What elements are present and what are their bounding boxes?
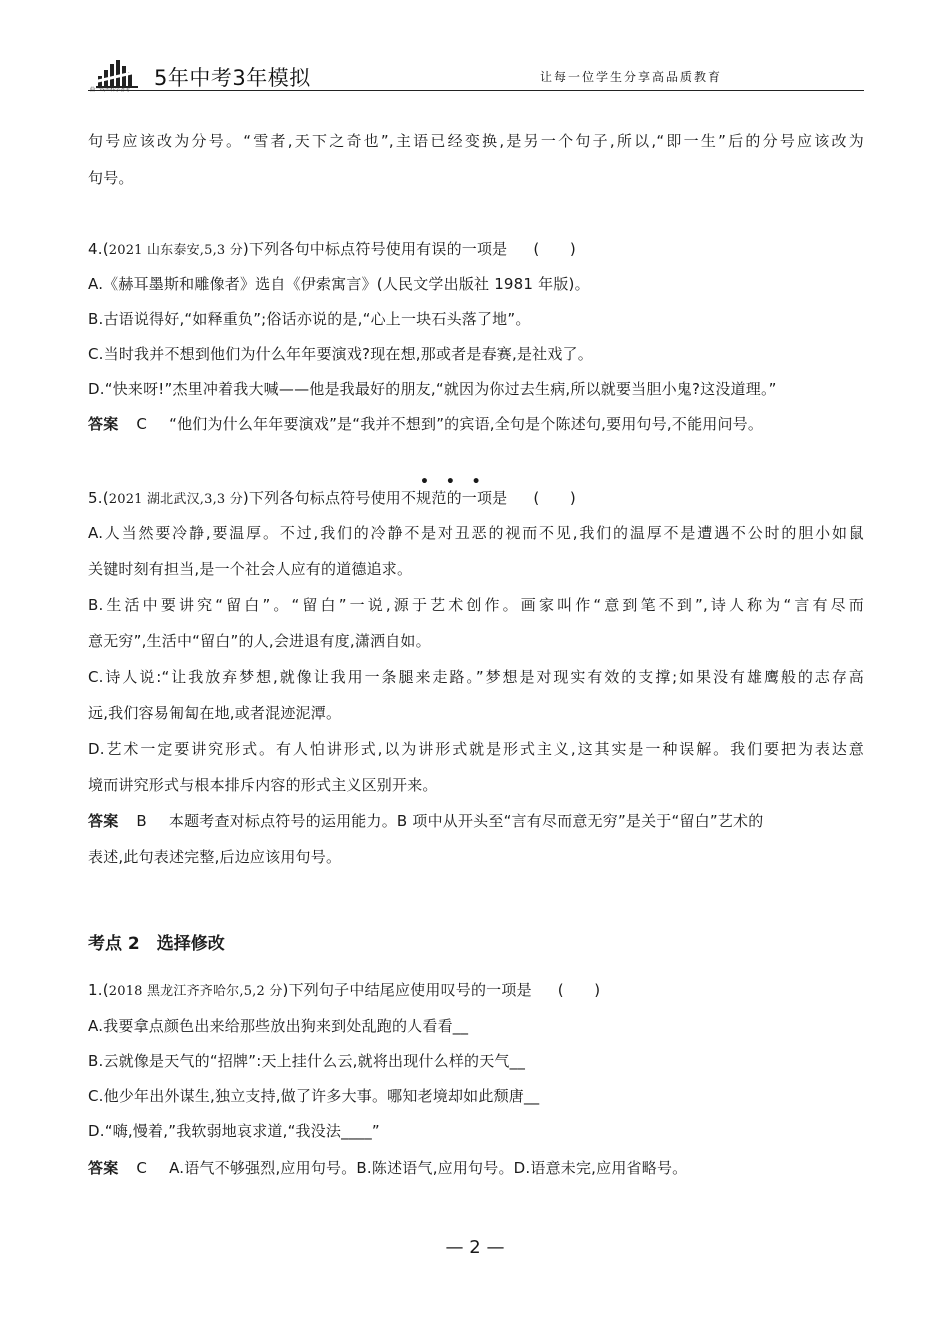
answer-label: 答案 xyxy=(88,415,119,433)
q5-option-a-line-2: 关键时刻有担当,是一个社会人应有的道德追求。 xyxy=(88,560,413,578)
page-number: — 2 — xyxy=(445,1237,505,1258)
page-header xyxy=(88,52,864,92)
q5-option-c-line-2: 远,我们容易匍匐在地,或者混迹泥潭。 xyxy=(88,704,342,722)
answer-key: C xyxy=(136,1159,148,1177)
brand-title: 5年中考3年模拟 xyxy=(154,66,311,90)
answer-key: C xyxy=(136,415,148,433)
intro-line-1: 句号应该改为分号。“雪者,天下之奇也”,主语已经变换,是另一个句子,所以,“即一生”后的分号应该改为 xyxy=(88,132,864,150)
q5-option-d-line-1: D.艺术一定要讲究形式。有人怕讲形式,以为讲形式就是形式主义,这其实是一种误解。我们要把为表达意 xyxy=(88,740,864,758)
answer-label: 答案 xyxy=(88,1159,119,1177)
question-source: 2021 湖北武汉,3,3 分 xyxy=(108,492,243,507)
q4-option-a: A.《赫耳墨斯和雕像者》选自《伊索寓言》(人民文学出版社 1981 年版)。 xyxy=(88,275,590,293)
q5-option-a-line-1: A.人当然要冷静,要温厚。不过,我们的冷静不是对丑恶的视而不见,我们的温厚不是遭遇不公时的胆小如鼠 xyxy=(88,524,864,542)
q5-answer-line-2: 表述,此句表述完整,后边应该用句号。 xyxy=(88,848,342,866)
section-title: 考点 2 选择修改 xyxy=(88,934,225,954)
s2q1-option-d: D.“嗨,慢着,”我软弱地哀求道,“我没法____” xyxy=(88,1122,380,1140)
question-text: )下列句子中结尾应使用叹号的一项是 xyxy=(282,981,532,999)
q4-option-b: B.古语说得好,“如释重负”;俗话亦说的是,“心上一块石头落了地”。 xyxy=(88,310,531,328)
answer-key: B xyxy=(136,812,147,830)
question-source: 2018 黑龙江齐齐哈尔,5,2 分 xyxy=(108,984,283,999)
q5-answer xyxy=(88,811,864,831)
q5-option-d-line-2: 境而讲究形式与根本排斥内容的形式主义区别开来。 xyxy=(88,776,438,794)
question-text: )下列各句标点符号使用不规范的一项是 xyxy=(242,489,508,507)
intro-line-2: 句号。 xyxy=(88,169,134,187)
question-text: )下列各句中标点符号使用有误的一项是 xyxy=(242,240,508,258)
answer-explanation: “他们为什么年年要演戏”是“我并不想到”的宾语,全句是个陈述句,要用句号,不能用问号。 xyxy=(169,415,764,433)
q5-option-b-line-1: B.生活中要讲究“留白”。“留白”一说,源于艺术创作。画家叫作“意到笔不到”,诗人称为“言有尽而 xyxy=(88,596,864,614)
question-number: 1.( xyxy=(88,981,109,999)
s2q1-option-b: B.云就像是天气的“招牌”:天上挂什么云,就将出现什么样的天气__ xyxy=(88,1052,526,1070)
s2q1-answer xyxy=(88,1158,864,1178)
answer-bracket: ( ) xyxy=(533,489,576,507)
section-2-question-1-stem xyxy=(88,980,864,1002)
question-source: 2021 山东泰安,5,3 分 xyxy=(108,243,243,258)
s2q1-option-a: A.我要拿点颜色出来给那些放出狗来到处乱跑的人看看__ xyxy=(88,1017,469,1035)
answer-explanation: A.语气不够强烈,应用句号。B.陈述语气,应用句号。D.语意未完,应用省略号。 xyxy=(169,1159,688,1177)
q5-option-b-line-2: 意无穷”,生活中“留白”的人,会进退有度,潇洒自如。 xyxy=(88,632,431,650)
answer-label: 答案 xyxy=(88,812,119,830)
slogan: 让每一位学生分享高品质教育 xyxy=(539,70,722,84)
q4-option-d: D.“快来呀!”杰里冲着我大喊——他是我最好的朋友,“就因为你过去生病,所以就要当胆小鬼?这没道理。” xyxy=(88,380,777,398)
emphasis-dots: • • • xyxy=(420,474,487,490)
question-number: 4.( xyxy=(88,240,109,258)
answer-bracket: ( ) xyxy=(533,240,576,258)
q4-answer xyxy=(88,414,864,434)
question-number: 5.( xyxy=(88,489,109,507)
answer-explanation: 本题考查对标点符号的运用能力。B 项中从开头至“言有尽而意无穷”是关于“留白”艺术的 xyxy=(168,812,764,830)
q5-option-c-line-1: C.诗人说:“让我放弃梦想,就像让我用一条腿来走路。”梦想是对现实有效的支撑;如果没有雄鹰般的志存高 xyxy=(88,668,864,686)
s2q1-option-c: C.他少年出外谋生,独立支持,做了许多大事。哪知老境却如此颓唐__ xyxy=(88,1087,540,1105)
q4-option-c: C.当时我并不想到他们为什么年年要演戏?现在想,那或者是春赛,是社戏了。 xyxy=(88,345,593,363)
publisher-logo-icon xyxy=(96,56,138,90)
answer-bracket: ( ) xyxy=(557,981,601,999)
question-4-stem xyxy=(88,239,864,261)
header-divider xyxy=(88,90,864,91)
question-5-stem xyxy=(88,488,864,510)
